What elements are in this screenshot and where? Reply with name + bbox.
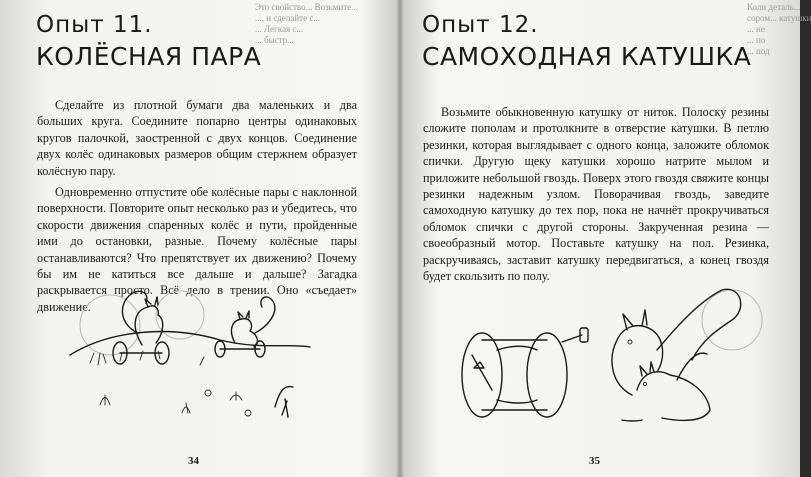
paragraph: Одновременно отпустите обе колёсные пары с наклонной поверхности. Повторите опыт несколько раз и убедитесь, что скорости движения спаренных колёс и пути, пройденные ими до остановки, разные. Почему колёсные пары останавливаются? Что препятствует их движению? Почему бы им не катиться все дальше и дальше? Загадка раскрывается просто. Всё дело в трении. Оно «съедает» движение.: [37, 185, 357, 314]
left-page: [0, 0, 398, 477]
experiment-label: Опыт 11.: [36, 12, 153, 38]
page-title: САМОХОДНАЯ КАТУШКА: [422, 42, 752, 71]
bleed-through-text: Это свойство... Возьмите... ..., и сделайте с... ... Легкая с... ... быстр...: [255, 2, 358, 45]
bleed-through-text: Коли деталь... сором... катушки ... не ... по ... под: [747, 2, 811, 56]
body-text: [423, 104, 769, 289]
page-title: КОЛЁСНАЯ ПАРА: [36, 42, 262, 71]
paragraph: Сделайте из плотной бумаги два маленьких и два больших круга. Соедините попарно центры одинаковых кругов палочкой, заостренной с двух концов. Соединение двух колёс одинаковых размеров общим стержнем образует колёсную пару.: [37, 98, 357, 178]
paragraph: Возьмите обыкновенную катушку от ниток. Полоску резины сложите пополам и протолкните в отверстие катушки. В петлю резинки, которая выглядывает с одного конца, заложите обломок спички. Другую щеку катушки хорошо натрите мылом и приложите небольшой гвоздь. Поверх этого гвоздя свяжите концы резинки надежным узлом. Поворачивая гвоздь, заведите самоходную катушку до тех пор, пока не начнёт прокручиваться обломок спички с другой стороны. Закрученная резина — своеобразный мотор. Поставьте катушку на пол. Резинка, раскручиваясь, заставит катушку передвигаться, а конец гвоздя будет скользить по полу.: [423, 105, 769, 284]
page-number: 35: [589, 455, 600, 467]
experiment-label: Опыт 12.: [422, 12, 539, 38]
right-page: [402, 0, 811, 477]
illustration-squirrels-spool: [442, 280, 782, 440]
illustration-squirrels-wheel-pairs: [60, 285, 320, 435]
page-number: 34: [188, 455, 199, 467]
